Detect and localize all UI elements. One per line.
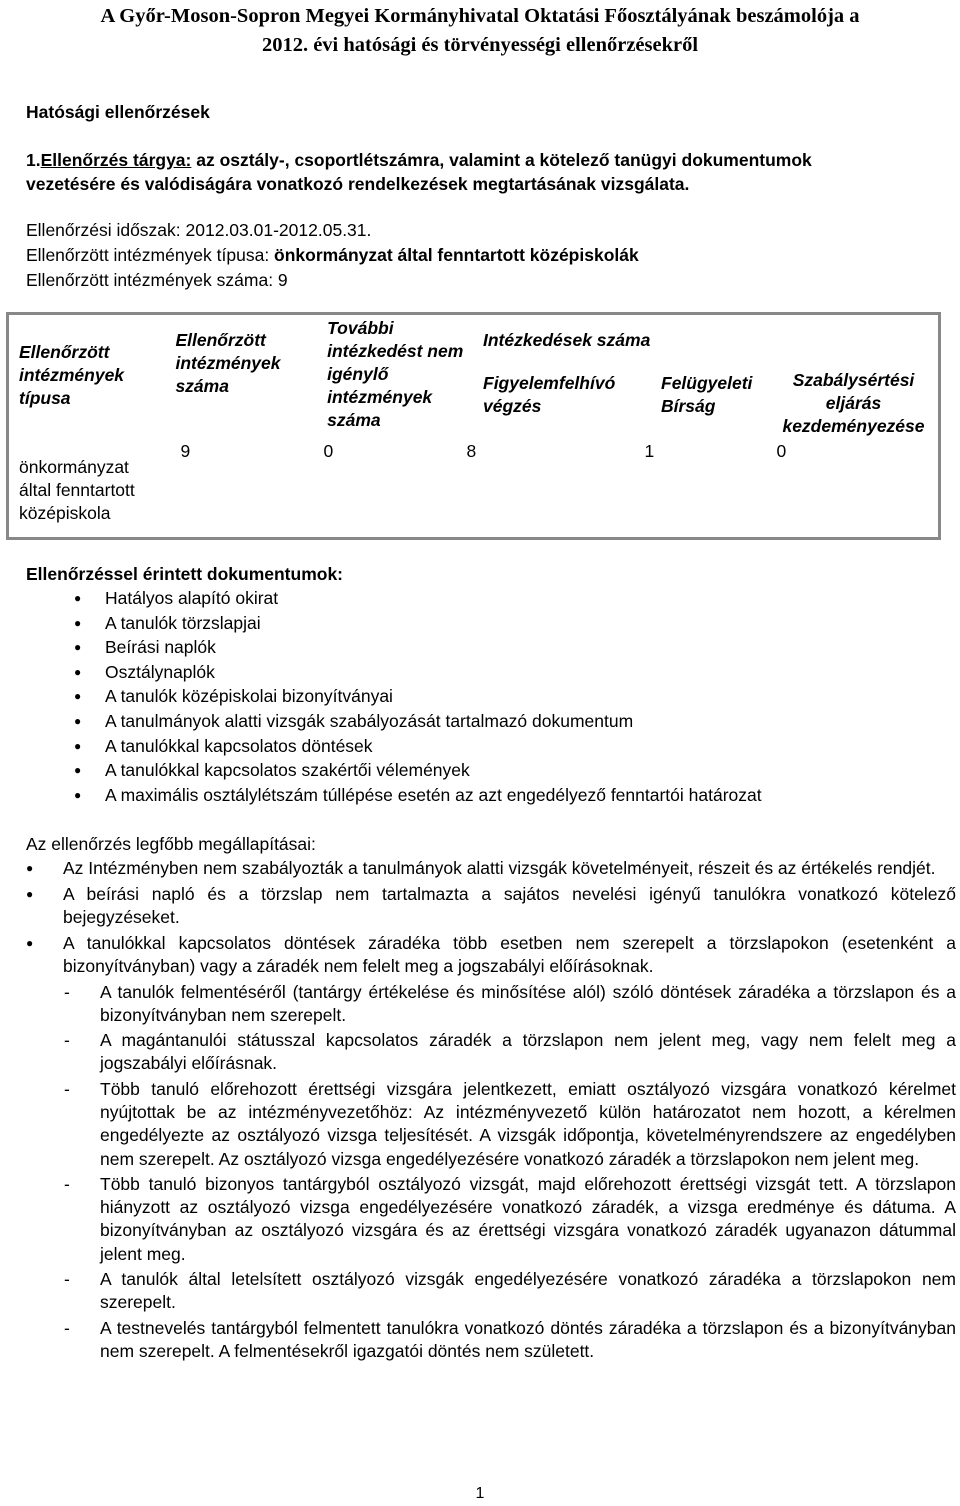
subject-number: 1. <box>26 150 41 170</box>
finding-bullet: ● Az Intézményben nem szabályozták a tanulmányok alatti vizsgák követelményeit, részeit és az értékelés rendjét. <box>26 857 956 881</box>
list-item: ● Beírási naplók <box>0 635 762 660</box>
finding-bullet: ● A beírási napló és a törzslap nem tartalmazta a sajátos nevelési igényű tanulókra vonatkozó kötelező bejegyzéseket. <box>26 883 956 930</box>
institution-type-line <box>26 243 639 268</box>
subject-line1 <box>26 148 812 173</box>
header-measures-title: Intézkedések száma <box>483 330 651 350</box>
findings-heading: Az ellenőrzés legfőbb megállapításai: <box>26 834 316 854</box>
list-item: ● A maximális osztálylétszám túllépése esetén az azt engedélyező fenntartói határozat <box>0 783 762 808</box>
finding-bullet: ● A tanulókkal kapcsolatos döntések záradéka több esetben nem szerepelt a törzslapokon (esetenként a bizonyítványban) vagy a záradék nem felelt meg a jogszabályi előírásoknak. <box>26 932 956 979</box>
list-item: ● A tanulókkal kapcsolatos döntések <box>0 734 762 759</box>
inspection-table <box>6 312 941 540</box>
finding-dash-item: - A tanulók által letelsített osztályozó vizsgák engedélyezésére vonatkozó záradéka a törzslapokon nem szerepelt. <box>26 1268 956 1315</box>
finding-dash-item: - A magántanulói státusszal kapcsolatos záradék a törzslapon nem jelent meg, vagy nem felelt meg a jogszabályi előírásnak. <box>26 1029 956 1076</box>
list-item: ● A tanulók középiskolai bizonyítványai <box>0 684 762 709</box>
cell-institution-type: önkormányzat által fenntartott középiskola <box>19 456 135 523</box>
table-header-row <box>9 315 938 452</box>
list-item: ● Hatályos alapító okirat <box>0 586 762 611</box>
institution-count: Ellenőrzött intézmények száma: 9 <box>26 270 288 290</box>
cell-offense: 0 <box>776 440 787 461</box>
subject-text-line1: az osztály-, csoportlétszámra, valamint a kötelező tanügyi dokumentumok <box>191 150 812 170</box>
header-institution-type: Ellenőrzött intézmények típusa <box>19 342 125 408</box>
institution-type-value: önkormányzat által fenntartott középiskolák <box>274 245 639 265</box>
list-item: ● A tanulmányok alatti vizsgák szabályozását tartalmazó dokumentum <box>0 709 762 734</box>
list-item: ● A tanulók törzslapjai <box>0 611 762 636</box>
list-item: ● Osztálynaplók <box>0 660 762 685</box>
page-number: 1 <box>475 1485 485 1502</box>
cell-values <box>160 440 938 537</box>
finding-dash-item: - Több tanuló bizonyos tantárgyból osztályozó vizsgát, majd előrehozott érettségi vizsgát tett. A törzslapon hiányzott az osztályozó vizsga engedélyezésére vonatkozó záradék, a vizsga eredménye és dátuma. A bizonyítványban az osztályozó vizsgára és az érettségi vizsgára vonatkozó záradék ugyanazon dátummal jelent meg. <box>26 1173 956 1266</box>
cell-count: 9 <box>180 440 191 461</box>
inspection-period: Ellenőrzési időszak: 2012.03.01-2012.05.31. <box>26 220 372 240</box>
finding-dash-item: - Több tanuló előrehozott érettségi vizsgára jelentkezett, emiatt osztályozó vizsgára vonatkozó kérelmet nyújtottak be az intézményvezetőhöz: Az intézményvezető külön határozatot nem hozott, a kérelmen engedélyezte az osztályozó vizsga teljesítését. A vizsgák időpontja, követelményrendszere az engedélyben nem szerepelt. Az osztályozó vizsga engedélyezésére vonatkozó záradék a törzslapokon nem jelent meg. <box>26 1078 956 1171</box>
list-item: ● A tanulókkal kapcsolatos szakértői vélemények <box>0 758 762 783</box>
section-heading: Hatósági ellenőrzések <box>26 102 210 122</box>
cell-warning: 8 <box>466 440 477 461</box>
subject-label: Ellenőrzés tárgya: <box>40 150 192 170</box>
documents-heading: Ellenőrzéssel érintett dokumentumok: <box>26 564 344 584</box>
findings-list <box>26 857 956 1365</box>
report-title <box>0 2 960 60</box>
table-row <box>9 452 938 537</box>
header-offense: Szabálysértési eljárás kezdeményezése <box>782 370 925 436</box>
header-institution-count: Ellenőrzött intézmények száma <box>175 330 281 396</box>
header-fine: Felügyeleti Bírság <box>661 373 753 416</box>
report-title-line2: 2012. évi hatósági és törvényességi ellenőrzésekről <box>261 34 699 56</box>
institution-type-label: Ellenőrzött intézmények típusa: <box>26 245 275 265</box>
report-title-line1: A Győr-Moson-Sopron Megyei Kormányhivatal Oktatási Főosztályának beszámolója a <box>100 5 860 27</box>
header-no-action: További intézkedést nem igénylő intézmények száma <box>327 318 464 430</box>
finding-dash-item: - A tanulók felmentéséről (tantárgy értékelése és minősítése alól) szóló döntések záradéka a törzslapon és a bizonyítványban nem szerepelt. <box>26 981 956 1028</box>
subject-line2: vezetésére és valódiságára vonatkozó rendelkezések megtartásának vizsgálata. <box>26 174 690 194</box>
header-measures-sub <box>483 372 761 418</box>
documents-list <box>0 586 762 807</box>
header-warning: Figyelemfelhívó végzés <box>483 373 616 416</box>
header-measures <box>469 315 761 452</box>
cell-fine: 1 <box>644 440 655 461</box>
finding-dash-item: - A testnevelés tantárgyból felmentett tanulókra vonatkozó döntés záradéka a törzslapon és a bizonyítványban nem szerepelt. A felmentésekről igazgatói döntés nem született. <box>26 1317 956 1364</box>
cell-no-action: 0 <box>323 440 334 461</box>
